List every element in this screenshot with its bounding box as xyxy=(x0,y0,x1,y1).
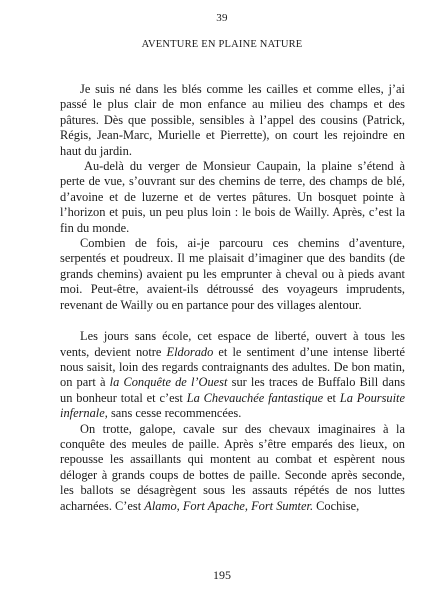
chapter-title: AVENTURE EN PLAINE NATURE xyxy=(141,39,303,50)
paragraph-4-italic-conquete: la Conquête de l’Ouest xyxy=(109,375,228,390)
paragraph-4-text-1: Les jours sans école, cet espace de liberté, ouvert à tous les vents, devient notre xyxy=(60,329,405,359)
paragraph-5-text-2: Cochise, xyxy=(313,498,360,513)
page-number: 195 xyxy=(213,568,231,582)
paragraph-4-text-4: et xyxy=(323,390,340,405)
paragraph-5-italic-forts: Alamo, Fort Apache, Fort Sumter. xyxy=(144,498,314,513)
paragraph-4 xyxy=(60,329,405,421)
paragraph-5 xyxy=(60,422,405,514)
paragraph-5-text-1: On trotte, galope, cavale sur des chevaux imaginaires à la conquête des meules de paille. Après s’être emparés des lieux, on repousse les assaillants qui montent au combat et espèrent nous déloger à grands coups de bottes de paille. Seconde après seconde, les ballots se désagrègent sous les assauts répétés de nos luttes acharnées. C’est xyxy=(60,421,405,513)
paragraph-4-italic-chevauchee: La Chevauchée fantastique xyxy=(186,390,324,405)
paragraph-1: Je suis né dans les blés comme les cailles et comme elles, j’ai passé le plus clair de mon enfance au milieu des champs et des pâtures. Dès que possible, sensibles à l’appel des cousins (Patrick, Régis, Jean-Marc, Murielle et Pierrette), on court les rejoindre en haut du jardin. xyxy=(60,82,405,158)
chapter-number: 39 xyxy=(216,12,228,24)
paragraph-4-text-5: , sans cesse recommencées. xyxy=(104,406,242,421)
paragraph-4-italic-eldorado: Eldorado xyxy=(166,344,214,359)
body-text xyxy=(60,82,405,514)
paragraph-4-text-3: sur les traces de Buffalo Bill dans un bonheur total et c’est xyxy=(60,375,406,405)
paragraph-4-italic-poursuite: La Poursuite infernale xyxy=(60,390,405,421)
paragraph-3: Combien de fois, ai-je parcouru ces chemins d’aventure, serpentés et poudreux. Il me plaisait d’imaginer que des bandits (de grands chemins) avaient pu les emprunter à cheval ou à pieds avant moi. Peut-être, avaient-ils détroussé des voyageurs imprudents, revenant de Wailly ou en partance pour des villages alentour. xyxy=(60,236,405,312)
paragraph-4-text-2: et le sentiment d’une intense liberté nous saisit, loin des regards contraignants des adultes. De bon matin, on part à xyxy=(60,344,405,390)
paragraph-2: Au-delà du verger de Monsieur Caupain, la plaine s’étend à perte de vue, s’ouvrant sur des chemins de terre, des champs de blé, d’avoine et de luzerne et de vertes pâtures. Un bosquet pointe à l’horizon et puis, un peu plus loin : le bois de Wailly. Après, c’est la fin du monde. xyxy=(60,159,405,235)
